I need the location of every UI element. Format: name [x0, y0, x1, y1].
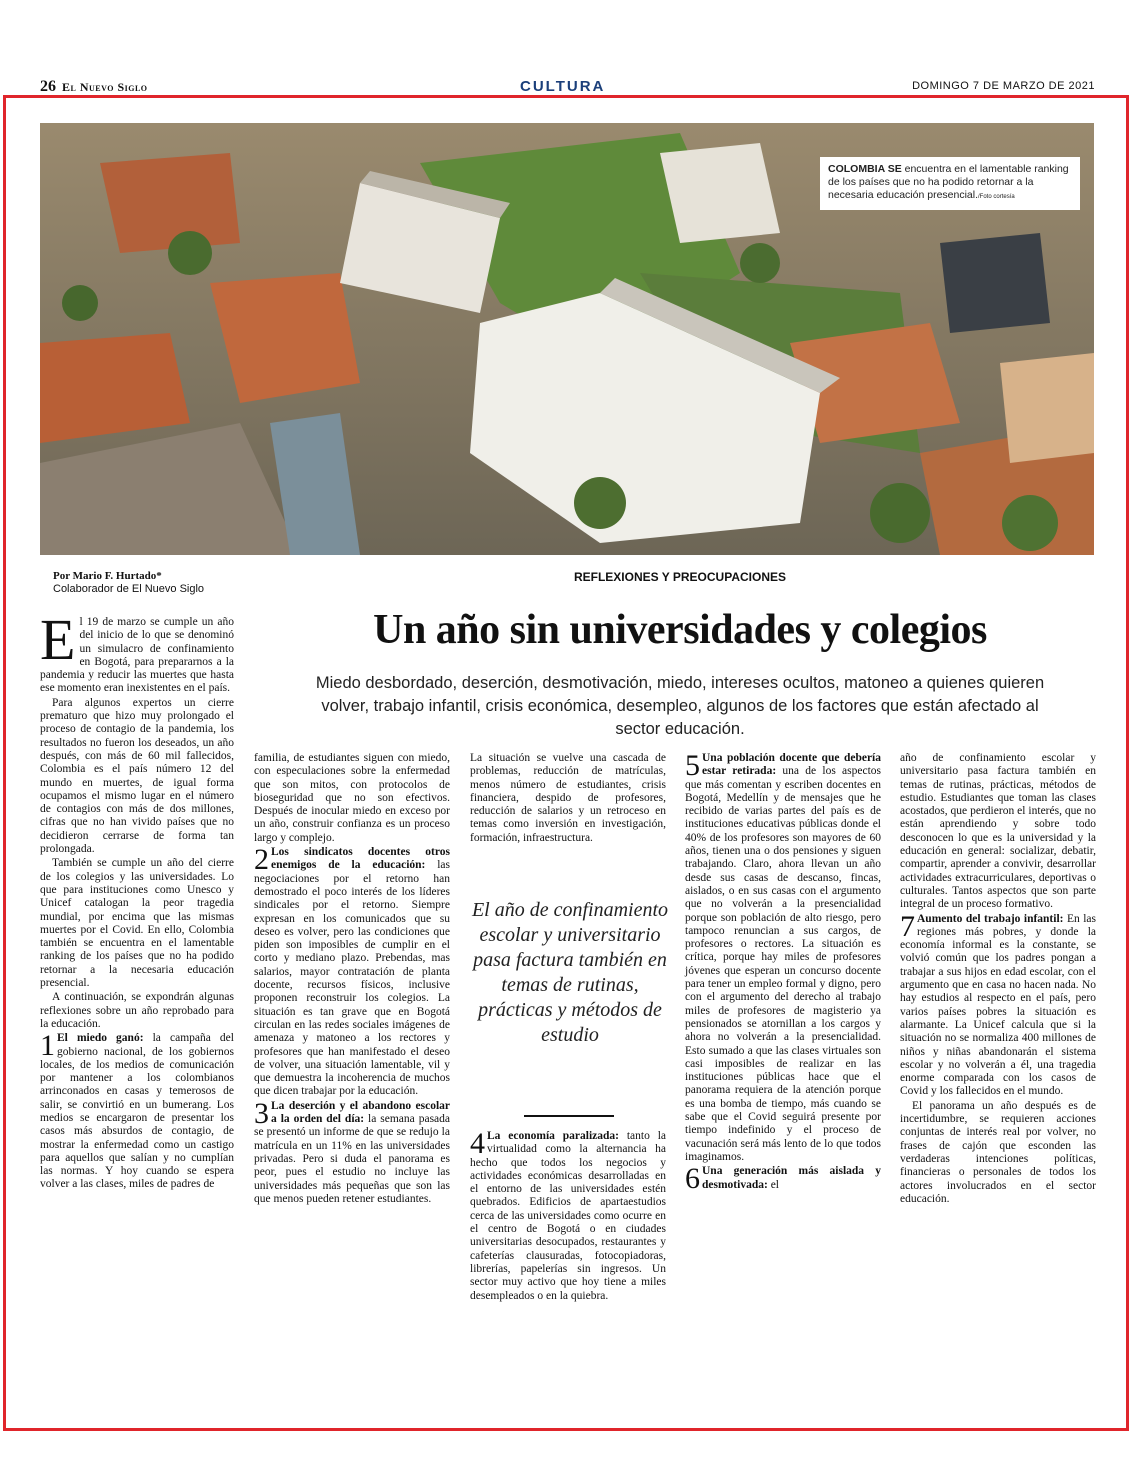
point-title: El miedo ganó:: [57, 1032, 144, 1045]
paragraph-text: tanto la virtualidad como la alternancia ha hecho que todos los negocios y actividades económicas desarrolladas en el entorno de las universidades estén quebrados. Edificios de apartaestudios cerca de las universidades como ocurre en el centro de Bogotá o en ciudades universitarias desocupados, restaurantes y cafeterías clausuradas, fotocopiadoras, librerías, papelerías sin ingresos. Un sector muy activo que hoy tiene a miles desempleados o en la quiebra.: [470, 1130, 666, 1302]
paragraph-text: el: [767, 1178, 779, 1191]
paragraph: [470, 1127, 666, 1303]
pull-quote-rule: [524, 1115, 614, 1117]
paragraph-text: l 19 de marzo se cumple un año del inicio de lo que se denominó un simulacro de confinamiento en Bogotá, para prepararnos a la pandemia y reducir las muertes que hasta ese momento eran inexistentes en el país.: [40, 616, 234, 695]
point-number: 1: [40, 1029, 55, 1063]
author-role: Colaborador de El Nuevo Siglo: [53, 583, 205, 595]
issue-date: DOMINGO 7 DE MARZO DE 2021: [912, 80, 1095, 92]
deck: Miedo desbordado, deserción, desmotivación, miedo, intereses ocultos, matoneo a quienes quieren volver, trabajo infantil, crisis económica, desempleo, algunos de los factores que están afectado al sector educación.: [315, 674, 1045, 738]
paragraph: [685, 749, 881, 1164]
paragraph: familia, de estudiantes siguen con miedo, con especulaciones sobre la enfermedad que son mitos, con protocolos de bioseguridad que no son efectivos. Después de inocular miedo en exceso por un año, construir confianza es un proceso largo y complejo.: [254, 752, 450, 844]
point-number: 5: [685, 749, 700, 782]
paragraph: [40, 607, 234, 696]
page-number-group: [40, 78, 148, 96]
column-1: [40, 607, 234, 1193]
headline: Un año sin universidades y colegios: [373, 607, 987, 653]
paragraph-text: la semana pasada se presentó un informe de que se redujo la matrícula en un 11% en las universidades privadas. Pero si duda el panorama es peor, pues el estudio no incluye las universidades más pequeñas que son las que menos pueden retener estudiantes.: [254, 1113, 450, 1205]
drop-cap: E: [40, 607, 76, 672]
paragraph-text: las negociaciones por el retorno han demostrado el poco interés de los líderes sindicales por el retorno. Siempre expresan en los comunicados que su deseo es volver, pero las condiciones que piden son imposibles de cumplir en el corto y mediano plazo. Prebendas, mas salarios, mayor contratación de planta docente, recursos físicos, inclusive proponen reconstruir los colegios. La situación es tan grave que en Bogotá circulan en las redes sociales imágenes de amenaza y matoneo a los rectores y profesores que han manifestado el deseo de volver, una situación lamentable, vil y que demuestra la incoherencia de muchos que dicen trabajar por la educación.: [254, 859, 450, 1098]
photo-caption: [820, 157, 1080, 210]
point-number: 6: [685, 1162, 700, 1196]
point-title: Una generación más aislada y desmotivada:: [702, 1165, 881, 1191]
column-3-top: [470, 752, 666, 846]
column-4: [685, 749, 881, 1196]
point-number: 2: [254, 843, 269, 877]
paragraph: [40, 1029, 234, 1192]
pull-quote: El año de confinamiento escolar y universitario pasa factura también en temas de rutinas, prácticas y métodos de estudio: [471, 899, 669, 1046]
paragraph: A continuación, se expondrán algunas reflexiones sobre un año reprobado para la educación.: [40, 991, 234, 1030]
point-title: Una población docente que debería estar retirada:: [702, 752, 881, 778]
point-number: 7: [900, 909, 915, 943]
column-2: [254, 752, 450, 1207]
point-title: La economía paralizada:: [487, 1130, 619, 1142]
point-title: Aumento del trabajo infantil:: [917, 912, 1064, 925]
point-title: La deserción y el abandono escolar a la orden del día:: [271, 1099, 450, 1126]
paragraph-text: la campaña del gobierno nacional, de los gobiernos locales, de los medios de comunicación por mantener a los colombianos arrinconados en casas y temerosos de salir, se convirtió en un bumerang. Los medios se encargaron de presentar los casos más absurdos de contagio, de mostrar la enfermedad como un castigo para aquellos que salían y no cumplían las normas. Y hoy cuando se espera volver a las clases, miles de padres de: [40, 1032, 234, 1191]
paragraph-text: una de los aspectos que más comentan y escriben docentes en Bogotá, Medellín y de mensajes que he recibido de varias partes del país es de instituciones educativas públicas donde el 40% de los profesores son mayores de 60 años, tienen una o dos pensiones y siguen trabajando. Claro, ahora llevan un año desde sus casas de descanso, fincas, aislados, o en sus casas con el argumento que no volverán a la presencialidad porque son población de alto riesgo, pero tampoco renuncian a sus cargos, de profesores o rectores. La situación es crítica, porque hay miles de profesores jóvenes que esperan un concurso docente para tener un empleo formal y digno, pero con el argumento del derecho al trabajo miles de profesores de magisterio ya pensionados se atornillan a los cargos y ahora no volverán a la presencialidad. Esto sumado a que las clases virtuales son casi imposibles de realizar en las instituciones públicas hace que el panorama requiera de la atención porque es una bomba de tiempo, más cuando se sabe que el Covid seguirá presente por tiempo indefinido y el proceso de vacunación será más lento de lo que todos imaginamos.: [685, 765, 881, 1163]
caption-credit: /Foto cortesía: [978, 194, 1015, 200]
point-number: 4: [470, 1127, 485, 1160]
paragraph: El panorama un año después es de incertidumbre, se requieren acciones conjuntas de interés real por volver, no frases de cajón que esconden las verdaderas intenciones políticas, financieras o personales de todos los actores involucrados en el sector educación.: [900, 1099, 1096, 1205]
point-title: Los sindicatos docentes otros enemigos de la educación:: [271, 846, 450, 872]
paragraph-text: En las regiones más pobres, y donde la economía informal es la constante, se volvió común que los padres pongan a trabajar a sus hijos en edad escolar, con el argumento que en casa no hacen nada. No hay estudios al respecto en el país, pero varios países pobres la situación es alarmante. La Unicef calcula que si la situación no se normaliza 400 millones de niños y niñas abandonarán el sistema escolar y no volverán a él, una tragedia enorme comparada con los casos de Covid y los fallecidos en el mundo.: [900, 912, 1096, 1098]
paragraph: La situación se vuelve una cascada de problemas, reducción de matrículas, menos número de estudiantes, crisis financiera, despido de profesores, reducción de salarios y un retroceso en temas como inversión en investigación, formación, infraestructura.: [470, 752, 666, 844]
paragraph: También se cumple un año del cierre de los colegios y las universidades. Lo que para instituciones como Unesco y Unicef catalogan la peor tragedia mundial, por encima que las mismas muertes por el Covid. En ello, Colombia también se encuentra en el lamentable ranking de los países que no ha podido retornar a la necesaria educación presencial.: [40, 857, 234, 990]
paragraph: [685, 1162, 881, 1196]
paragraph: [900, 909, 1096, 1099]
caption-lead: COLOMBIA SE: [828, 163, 902, 175]
kicker: REFLEXIONES Y PREOCUPACIONES: [573, 570, 787, 584]
section-name: CULTURA: [520, 78, 606, 95]
paragraph: Para algunos expertos un cierre prematuro que hizo muy prolongado el proceso de contagio de la pandemia, los resultados no fueron los deseados, un año después, con más de 60 mil fallecidos, Colombia es el país número 12 del mundo en muertes, de igual forma ocupamos el mismo lugar en el número de contagios con más de dos millones, cifras que no han vivido países que no decidieron cerrarse de forma tan prolongada.: [40, 696, 234, 856]
point-number: 3: [254, 1096, 269, 1130]
byline: [53, 570, 204, 597]
column-5: [900, 752, 1096, 1207]
page-number: 26: [40, 78, 56, 95]
column-3-bottom: [470, 1127, 666, 1304]
masthead: [40, 78, 1095, 96]
paragraph: [254, 843, 450, 1099]
paragraph: año de confinamiento escolar y universitario pasa factura también en temas de rutinas, prácticas, métodos de estudio. Estudiantes que toman las clases acostados, que perdieron el interés, que no están aprendiendo y sobre todo desconocen lo que es la universidad y la educación en general: socializar, debatir, compartir, aprender a convivir, desarrollar actividades extracurriculares, deportivas o culturales. Tantos aspectos que son parte integral de un proceso formativo.: [900, 752, 1096, 911]
author-name: Por Mario F. Hurtado*: [53, 570, 162, 582]
aerial-campus-photo: [40, 123, 1094, 555]
caption-text: encuentra en el lamentable ranking de los países que no ha podido retornar a la necesaria educación presencial.: [828, 163, 1069, 201]
paper-name: El Nuevo Siglo: [62, 80, 148, 94]
paragraph: [254, 1096, 450, 1206]
